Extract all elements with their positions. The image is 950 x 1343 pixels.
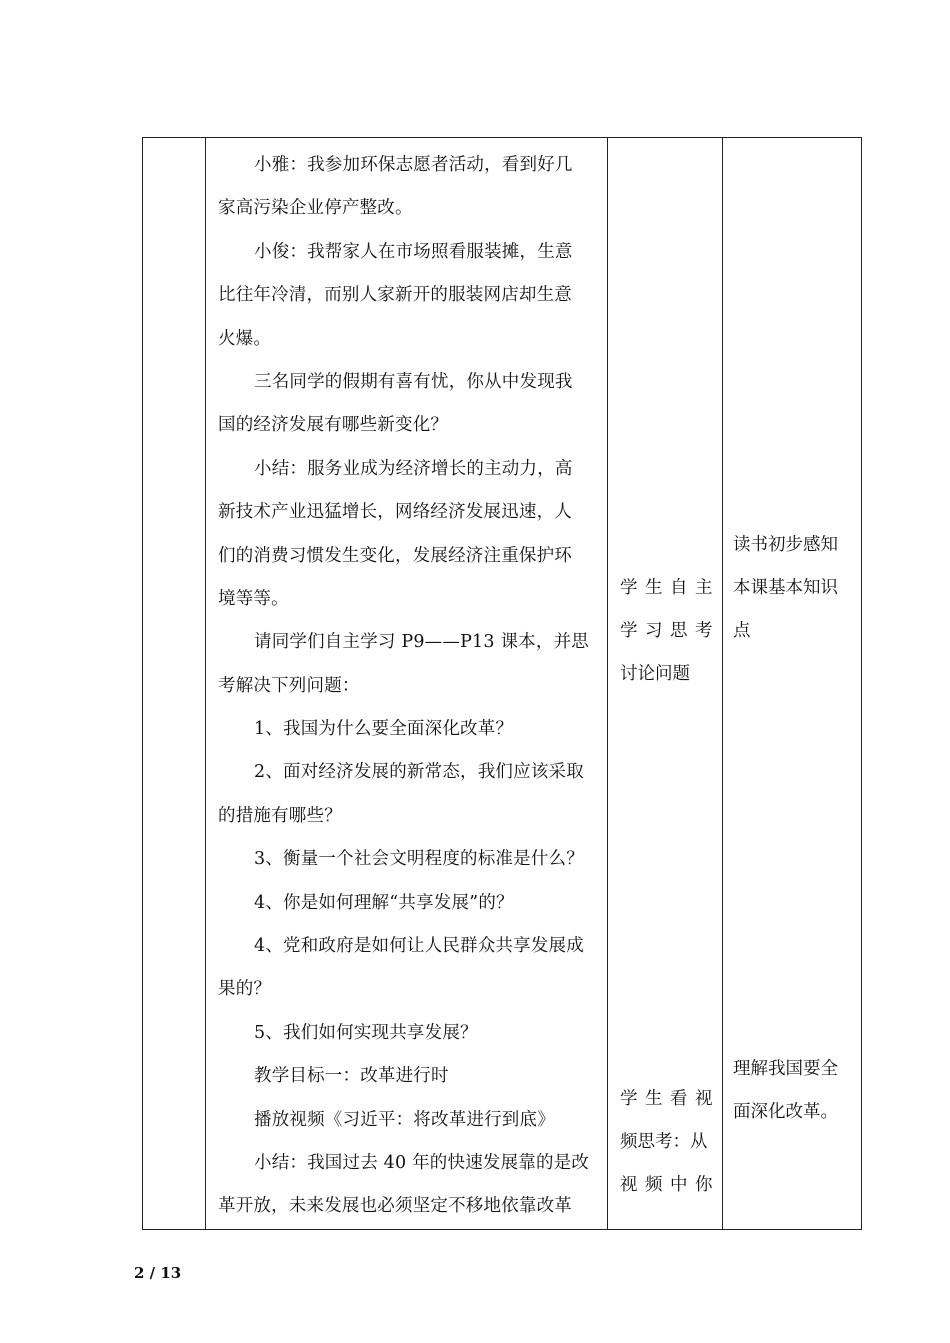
text-line: 境等等。	[218, 588, 289, 609]
text-line: 革开放，未来发展也必须坚定不移地依靠改革	[218, 1196, 572, 1217]
text-line: 小雅：我参加环保志愿者活动，看到好几	[254, 155, 573, 175]
text-line: 3、衡量一个社会文明程度的标准是什么？	[254, 849, 584, 870]
stage-cell	[143, 138, 206, 1230]
text-line: 读书初步感知	[733, 535, 838, 555]
text-line: 果的？	[218, 979, 272, 1000]
text-line: 考解决下列问题：	[218, 675, 360, 696]
text-line: 面深化改革。	[733, 1102, 838, 1122]
text-line: 视频中你	[620, 1175, 720, 1195]
design-intent-1	[733, 524, 838, 653]
text-line: 学生看视	[620, 1089, 720, 1109]
text-line: 国的经济发展有哪些新变化？	[218, 415, 449, 436]
student-activity-cell	[608, 138, 723, 1230]
text-line: 学生自主	[620, 578, 720, 598]
text-line: 们的消费习惯发生变化，发展经济注重保护环	[218, 545, 572, 566]
text-line: 1、我国为什么要全面深化改革？	[254, 719, 514, 740]
text-line: 5、我们如何实现共享发展？	[254, 1022, 478, 1043]
text-line: 4、你是如何理解“共享发展”的？	[254, 892, 514, 913]
text-line: 2、面对经济发展的新常态，我们应该采取	[254, 762, 584, 783]
teacher-activity-cell	[206, 138, 608, 1230]
text-line: 4、党和政府是如何让人民群众共享发展成	[254, 936, 584, 957]
text-line: 比往年冷清，而别人家新开的服装网店却生意	[218, 285, 572, 306]
text-line: 讨论问题	[620, 664, 690, 684]
text-line: 小结：我国过去 40 年的快速发展靠的是改	[254, 1152, 590, 1173]
lesson-plan-table	[142, 137, 862, 1230]
teacher-activity-text	[206, 138, 607, 1229]
text-line: 小结：服务业成为经济增长的主动力，高	[254, 458, 573, 479]
text-line: 的措施有哪些？	[218, 805, 342, 826]
text-line: 理解我国要全	[733, 1059, 838, 1079]
text-line: 学习思考	[620, 621, 720, 641]
text-line: 小俊：我帮家人在市场照看服装摊，生意	[254, 241, 573, 262]
text-line: 频思考：从	[620, 1132, 708, 1152]
text-line: 本课基本知识	[733, 578, 838, 598]
design-intent-2	[733, 1048, 838, 1134]
text-line: 教学目标一：改革进行时	[254, 1066, 449, 1087]
text-line: 请同学们自主学习 P9——P13 课本，并思	[254, 632, 589, 653]
text-line: 火爆。	[218, 328, 272, 349]
text-line: 新技术产业迅猛增长，网络经济发展迅速，人	[218, 502, 572, 523]
table-row	[143, 138, 862, 1230]
text-line: 播放视频《习近平：将改革进行到底》	[254, 1109, 555, 1130]
page-number: 2 / 13	[134, 1264, 182, 1282]
text-line: 点	[733, 621, 751, 641]
text-line: 三名同学的假期有喜有忧，你从中发现我	[254, 371, 573, 392]
student-activity-1	[620, 567, 720, 696]
design-intent-cell	[723, 138, 862, 1230]
text-line: 家高污染企业停产整改。	[218, 198, 413, 219]
student-activity-2	[620, 1078, 720, 1207]
